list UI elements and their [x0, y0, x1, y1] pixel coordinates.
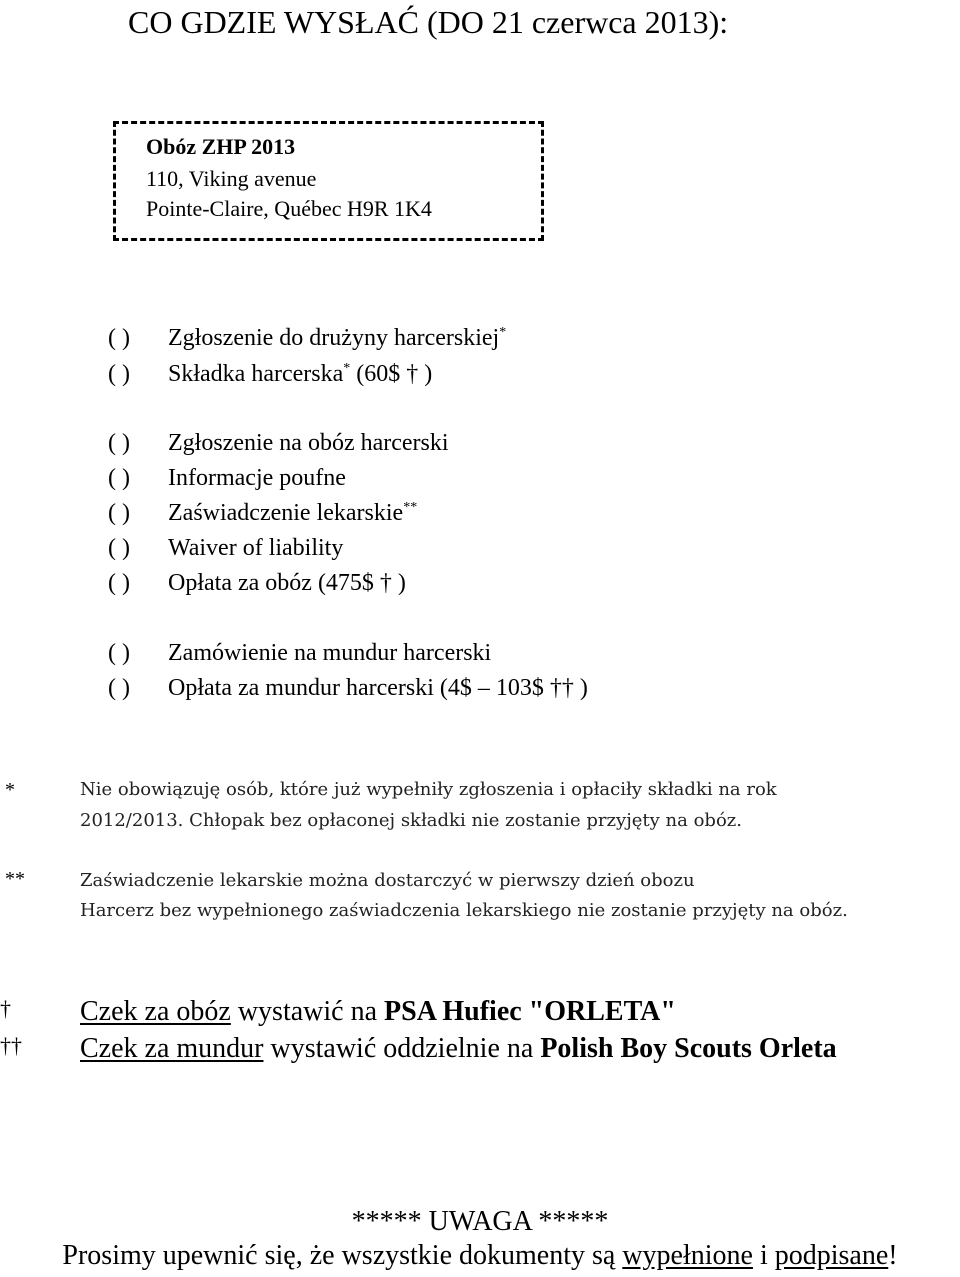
checklist-item [108, 533, 343, 563]
checkbox-paren: ( ) [108, 640, 130, 666]
address-street: 110, Viking avenue [146, 166, 317, 191]
checklist-label: Składka harcerska [168, 361, 344, 387]
footnote-mark: * [499, 325, 507, 340]
note-line: 2012/2013. Chłopak bez opłaconej składki nie zostanie przyjęty na obóz. [80, 810, 742, 831]
checklist-item [108, 673, 588, 703]
cheque-middle: wystawić na [230, 996, 385, 1027]
warning-filled: wypełnione [622, 1240, 753, 1271]
checkbox-paren: ( ) [108, 500, 130, 526]
warning-text [0, 1239, 960, 1273]
cheque-line [80, 995, 676, 1029]
checklist-item [108, 638, 491, 668]
checklist-item [108, 498, 417, 528]
checkbox-paren: ( ) [108, 570, 130, 596]
checkbox-paren: ( ) [108, 430, 130, 456]
checklist-label: Zaświadczenie lekarskie [168, 500, 404, 526]
checkbox-paren: ( ) [108, 325, 130, 351]
note-line: Zaświadczenie lekarskie można dostarczyć w pierwszy dzień obozu [80, 870, 695, 891]
checkbox-paren: ( ) [108, 535, 130, 561]
checkbox-paren: ( ) [108, 465, 130, 491]
checklist-suffix: (4$ – 103$ †† ) [433, 675, 588, 701]
address-city: Pointe-Claire, Québec H9R 1K4 [146, 196, 432, 221]
checklist-item [108, 359, 432, 389]
warning-heading: ***** UWAGA ***** [351, 1206, 609, 1237]
dagger-marker: † [0, 996, 11, 1021]
note-line: Harcerz bez wypełnionego zaświadczenia lekarskiego nie zostanie przyjęty na obóz. [80, 900, 848, 921]
cheque-payee: PSA Hufiec "ORLETA" [384, 996, 676, 1027]
warning-text-start: Prosimy upewnić się, że wszystkie dokumenty są [62, 1240, 623, 1271]
checklist-label: Waiver of liability [168, 535, 344, 561]
cheque-underlined: Czek za mundur [80, 1033, 264, 1064]
footnote-mark: * [343, 361, 351, 376]
footnote-mark: ** [403, 500, 418, 515]
note-marker: * [5, 779, 15, 801]
checklist-label: Opłata za obóz [168, 570, 312, 596]
checklist-item [108, 323, 506, 353]
checklist-label: Informacje poufne [168, 465, 346, 491]
cheque-middle: wystawić oddzielnie na [263, 1033, 541, 1064]
warning-text-mid: i [752, 1240, 775, 1271]
checkbox-paren: ( ) [108, 675, 130, 701]
checklist-label: Zgłoszenie do drużyny harcerskiej [168, 325, 500, 351]
dagger-marker: †† [0, 1033, 22, 1058]
checklist-label: Opłata za mundur harcerski [168, 675, 434, 701]
page-title: CO GDZIE WYSŁAĆ (DO 21 czerwca 2013): [128, 4, 729, 40]
checkbox-paren: ( ) [108, 361, 130, 387]
warning-signed: podpisane [774, 1240, 889, 1271]
checklist-suffix: (60$ † ) [350, 361, 433, 387]
checklist-label: Zamówienie na mundur harcerski [168, 640, 492, 666]
cheque-line [80, 1032, 837, 1066]
note-marker: ** [5, 868, 25, 890]
warning-text-end: ! [888, 1240, 898, 1271]
checklist-label: Zgłoszenie na obóz harcerski [168, 430, 449, 456]
address-name: Obóz ZHP 2013 [146, 134, 296, 159]
checklist-item [108, 428, 449, 458]
address-box [113, 121, 544, 241]
checklist-suffix: (475$ † ) [311, 570, 406, 596]
cheque-underlined: Czek za obóz [80, 996, 231, 1027]
cheque-payee: Polish Boy Scouts Orleta [540, 1033, 837, 1064]
checklist-item [108, 568, 406, 598]
checklist-item [108, 463, 346, 493]
note-line: Nie obowiązuję osób, które już wypełniły zgłoszenia i opłaciły składki na rok [80, 779, 777, 800]
